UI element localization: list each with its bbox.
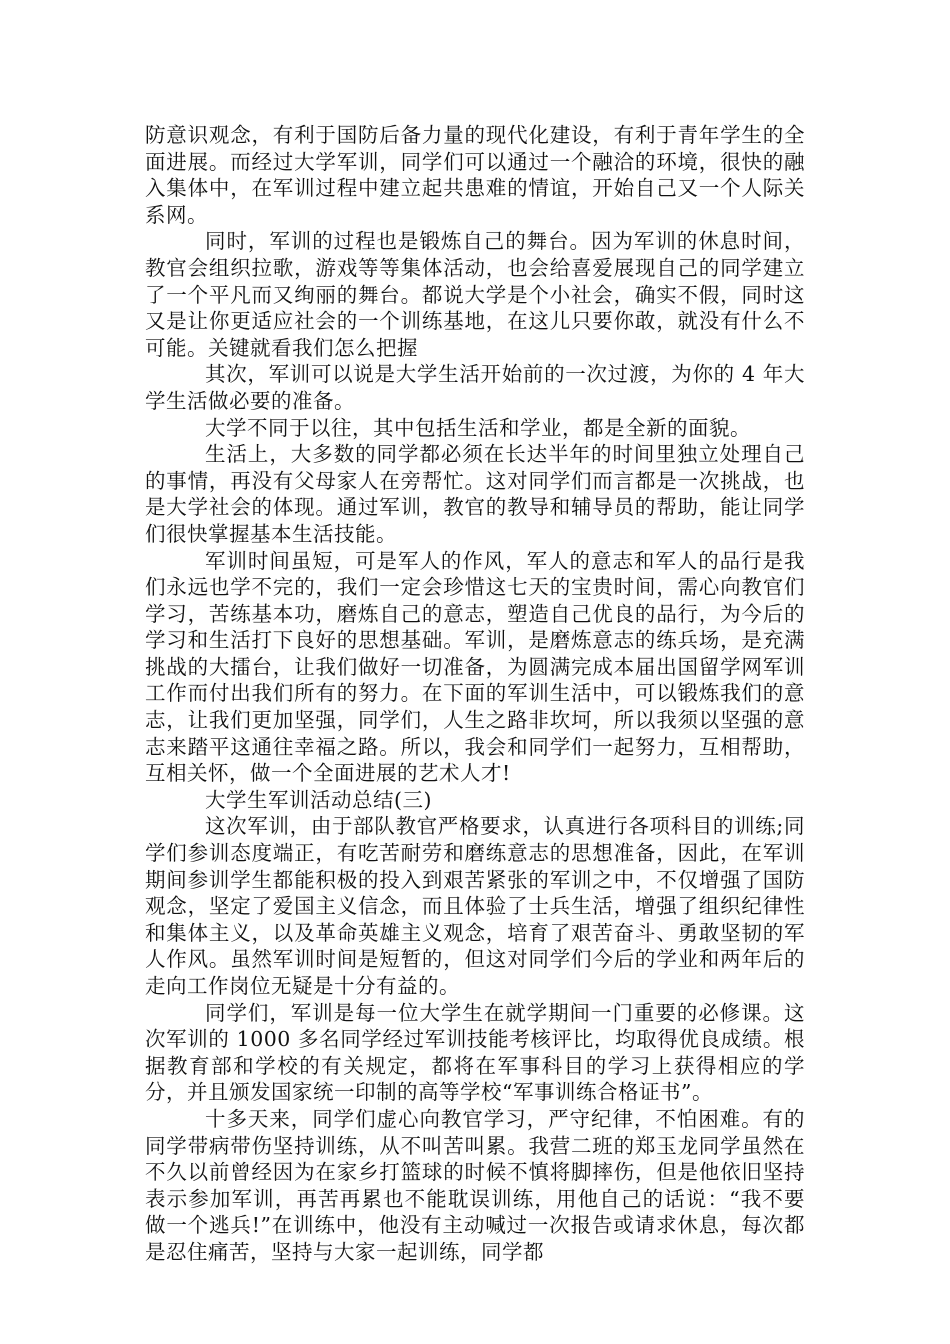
document-body: [145, 122, 805, 1266]
paragraph-8: 同学们，军训是每一位大学生在就学期间一门重要的必修课。这次军训的 1000 多名同学经过军训技能考核评比，均取得优良成绩。根据教育部和学校的有关规定，都将在军事科目的学习上获得相应的学分，并且颁发国家统一印制的高等学校“军事训练合格证书”。: [145, 1000, 805, 1105]
paragraph-4: 大学不同于以往，其中包括生活和学业，都是全新的面貌。: [205, 415, 751, 440]
paragraph-7: 这次军训，由于部队教官严格要求，认真进行各项科目的训练;同学们参训态度端正，有吃苦耐劳和磨练意志的思想准备，因此，在军训期间参训学生都能积极的投入到艰苦紧张的军训之中，不仅增强了国防观念，坚定了爱国主义信念，而且体验了士兵生活，增强了组织纪律性和集体主义，以及革命英雄主义观念，培育了艰苦奋斗、勇敢坚韧的军人作风。虽然军训时间是短暂的，但这对同学们今后的学业和两年后的走向工作岗位无疑是十分有益的。: [145, 814, 805, 998]
paragraph-9: 十多天来，同学们虚心向教官学习，严守纪律，不怕困难。有的同学带病带伤坚持训练，从不叫苦叫累。我营二班的郑玉龙同学虽然在不久以前曾经因为在家乡打篮球的时候不慎将脚摔伤，但是他依旧坚持表示参加军训，再苦再累也不能耽误训练，用他自己的话说：“我不要做一个逃兵!”在训练中，他没有主动喊过一次报告或请求休息，每次都是忍住痛苦，坚持与大家一起训练，同学都: [145, 1106, 805, 1264]
section-heading: 大学生军训活动总结(三): [205, 787, 432, 812]
paragraph-1: 防意识观念，有利于国防后备力量的现代化建设，有利于青年学生的全面进展。而经过大学军训，同学们可以通过一个融洽的环境，很快的融入集体中，在军训过程中建立起共患难的情谊，开始自己又一个人际关系网。: [145, 123, 805, 227]
paragraph-5: 生活上，大多数的同学都必须在长达半年的时间里独立处理自己的事情，再没有父母家人在旁帮忙。这对同学们而言都是一次挑战，也是大学社会的体现。通过军训，教官的教导和辅导员的帮助，能让同学们很快掌握基本生活技能。: [145, 442, 805, 546]
paragraph-6: 军训时间虽短，可是军人的作风，军人的意志和军人的品行是我们永远也学不完的，我们一定会珍惜这七天的宝贵时间，需心向教官们学习，苦练基本功，磨炼自己的意志，塑造自己优良的品行，为今后的学习和生活打下良好的思想基础。军训，是磨炼意志的练兵场，是充满挑战的大擂台，让我们做好一切准备，为圆满完成本届出国留学网军训工作而付出我们所有的努力。在下面的军训生活中，可以锻炼我们的意志，让我们更加坚强，同学们，人生之路非坎坷，所以我须以坚强的意志来踏平这通往幸福之路。所以，我会和同学们一起努力，互相帮助，互相关怀，做一个全面进展的艺术人才!: [145, 548, 805, 786]
paragraph-3: 其次，军训可以说是大学生活开始前的一次过渡，为你的 4 年大学生活做必要的准备。: [145, 362, 805, 413]
paragraph-2: 同时，军训的过程也是锻炼自己的舞台。因为军训的休息时间，教官会组织拉歌，游戏等等集体活动，也会给喜爱展现自己的同学建立了一个平凡而又绚丽的舞台。都说大学是个小社会，确实不假，同时这又是让你更适应社会的一个训练基地，在这儿只要你敢，就没有什么不可能。关键就看我们怎么把握: [145, 229, 805, 360]
